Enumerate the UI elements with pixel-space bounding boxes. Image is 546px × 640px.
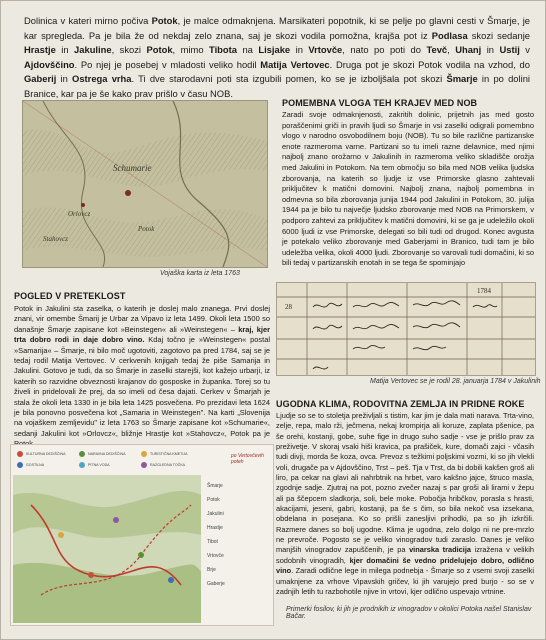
intro-fragment: , mimo — [172, 44, 210, 56]
intro-fragment: na — [236, 44, 259, 56]
intro-fragment: Jakuline — [74, 44, 112, 56]
svg-text:Stahovcz: Stahovcz — [43, 235, 68, 243]
pogled-fragment: Na karti „Slovenija na vojaškem zemljevidu" iz leta 1763 so Šmarje zapisane kot »Schumarie«, sedanji Jakulini kot »Orlovcz«, bližnje Hrastje kot »Stahovcz«, Potok pa je — [14, 408, 270, 438]
map-place-label: Šmarje — [207, 483, 223, 489]
nob-text: Zaradi svoje odmaknjenosti, zakritih dolinic, prijetnih jas med gosto poraščenimi griči in pravih ljudi so Šmarje in vsi zaselki odigrali pomembno vlogo v narodno osvobodilnem boju (NOB). Tu so bile različne partizanske enote razmeroma varne. Partizani so tu imeli razne delavnice, med njimi najbolj znano orožarno v Jakulinih in razmeroma veliko skladišče orožja med Jakulini in Potokom. Na tem območju so bila med NOB velika ljudska zborovanja, na katerih so ljudje iz vse Primorske glasno zahtevali priključitev k matični domovini. Najbolj znana, najbolj pomembna in odmevna so bila zborovanja junija 1944 pod Jakulini in Potokom, 30. julija 1944 pa je bilo tu največje ljudsko zborovanje med NOB na Primorskem, v podporo zahtevi za priključitev k matični domovini, ki se ga je udeležilo okoli 6000 ljudi iz vse Primorske, delegati so bili tudi od drugod. Konec avgusta je potekalo veliko zborovanje med Gaberjami in Branico, tudi tam je bilo udeležba velika, okoli 4000 ljudi. Zborovanje so varovali tudi domačini, ki so bili tedaj v partizanskih enotah in se tega še spominjajo — [282, 110, 534, 268]
map-legend-item: KULTURNA DEDIŠČINA — [17, 451, 65, 457]
intro-fragment: Ajdovščino — [24, 58, 75, 70]
map-top-caption: Vojaška karta iz leta 1763 — [160, 270, 240, 277]
intro-fragment: Ostrega vrha — [72, 73, 132, 85]
intro-fragment: . Po njej je posebej v mladosti veliko hodil — [74, 58, 261, 70]
intro-fragment: , je malce odmaknjena. Marsikateri popotnik, ki se pelje po glavni cesti v Šmarje, je kar spregleda. Pa je bila že od nekdaj zelo znana, saj je skozi vodila pomožna, krajša pot iz — [24, 15, 530, 41]
map-brand: po Vertovčevih poteh — [231, 453, 264, 465]
map-place-label: Tibot — [207, 539, 218, 545]
intro-fragment: Potok — [151, 15, 178, 26]
intro-fragment: in — [56, 73, 73, 85]
intro-fragment: Matija Vertovec — [260, 58, 330, 70]
intro-fragment: Uhanj — [455, 44, 482, 56]
pogled-fragment: Potok in Jakulini sta zaselka, o katerih je doslej malo znanega. Prvi doslej znani, vir omembe Šmarij je Urbar za Vipavo iz leta 1499. Okoli leta 1500 so današnje Šmarje zapisane kot »Beinstegen« ali »Weinstegen« – — [14, 304, 270, 334]
fossil-caption: Primerki fosilov, ki jih je prodnikih iz vinogradov v okolici Potoka našel Stanislav Bačar. — [286, 606, 532, 620]
intro-fragment: Dolinica v kateri mirno počiva — [24, 15, 152, 26]
svg-text:28: 28 — [285, 303, 292, 311]
pogled-title: POGLED V PRETEKLOST — [14, 291, 126, 301]
intro-fragment: in — [55, 44, 75, 56]
intro-fragment: Gaberij — [24, 73, 57, 85]
map-place-label: Brje — [207, 567, 216, 573]
military-map-image — [22, 100, 268, 268]
map-legend-item: RAZGLEDNA TOČKA — [141, 462, 185, 468]
map-legend-item: NARAVNA DEDIŠČINA — [79, 451, 125, 457]
svg-text:Potok: Potok — [138, 225, 155, 233]
map-place-label: Potok — [207, 497, 220, 503]
trail-map — [10, 444, 274, 626]
intro-fragment: v — [519, 44, 530, 56]
klima-title: UGODNA KLIMA, RODOVITNA ZEMLJA IN PRIDNE ROKE — [276, 399, 525, 409]
klima-fragment: . Zaradi odlične lege in milega podnebja - Šmarje so z vsemi svoji zaselki umaknjene za vrhove Vipavskih gričev, ki jih varujejo pred burjo - so se v zadnjih letih tu razbohotile njive in vrtovi, kjer odlično uspevajo vrtnine. — [276, 566, 534, 596]
intro-fragment: , skozi — [111, 44, 147, 56]
legend-dot-icon — [17, 462, 23, 468]
svg-text:Orlovcz: Orlovcz — [68, 210, 91, 218]
intro-fragment: Ustij — [499, 44, 520, 56]
klima-fragment: Ljudje so se to stoletja preživljali s tistim, kar jim je dala mati narava. Trta-vino, zelje, repa, malo rži, ječmena, nekaj krompirja ali koruze, zaplata pšenice, pa še orehi, kostanji, gobe, suhe fige in drugo suho sadje - vse je prišlo prav za preživetje. V skoraj vsaki hiši kravica, pa prašiček, kure, domači zajci - včasih tudi divji, morda še koza, ovca. Prevoz s težkimi poljskimi vozmi, ki so jih vlekli voli, drugače pa v Ajdovščino, Trst – peš. Tja v Trst, da bi dobili kakšen groš ali liro, pa cekar na glavi ali nahrbtnik na hrbet, varo kakšno jajce, štruco masla, zgodnje sadje. Zjutraj na pot, pozno zvečer nazaj s par groši ali lirami v žepu ali pa ščepcem sladkorja, soli, bele moke. Pobočja hribčkov, porasla s hrasti, akacijami, jeseni, gabri, kostanji, pa še s čim, so bila nekoč vsa izsekana, obdelana in posejana. Ko so prišli zanesljivi prihodki, pa so jih izkrčili. Razmere danes so bolj ugodne. Klima je ugodna, zelo dolgo ni ne pre-mrzlo ne prevroče. Pogosto se je veliko vinogradov tudi zaraslo. Danes je veliko manjših vinogradov zapuščenih, je pa — [276, 411, 534, 555]
intro-fragment: Vrtovče — [308, 44, 343, 56]
pogled-fragment: kraj, kjer trta dobro rodi in daje dobro vino. — [14, 324, 271, 345]
legend-dot-icon — [141, 462, 147, 468]
svg-text:Schumarie: Schumarie — [113, 163, 152, 173]
map-place-label: Hrastje — [207, 525, 223, 531]
intro-fragment: skozi sedanje — [467, 29, 530, 41]
intro-fragment: Podlasa — [431, 29, 468, 41]
intro-fragment: in po dolini Branice, kar pa je še kako prav prišlo v času NOB. — [24, 73, 530, 99]
legend-dot-icon — [17, 451, 23, 457]
intro-fragment: , nato po poti do — [342, 44, 427, 56]
nob-title: POMEMBNA VLOGA TEH KRAJEV MED NOB — [282, 98, 478, 108]
intro-paragraph — [24, 14, 530, 102]
map-legend-item: PITNA VODA — [79, 462, 110, 468]
intro-fragment: Tevč — [426, 44, 448, 56]
map-place-label: Gaberje — [207, 581, 225, 587]
intro-fragment: Potok — [146, 44, 173, 56]
baptism-register-image — [276, 282, 536, 376]
klima-text — [276, 411, 534, 597]
ledger-caption: Matija Vertovec se je rodil 28. januarja 1784 v Jakulinih — [370, 378, 541, 385]
map-place-label: Vrtovče — [207, 553, 224, 559]
map-place-label: Jakulini — [207, 511, 224, 517]
pogled-fragment: Gotovo je tudi, da so Šmarje in zaselki starejši, kot kažejo urbarji, iz katerih so razvidne obveznosti krajanov do gosposke in županka. Torej so tu živeli in pridelovali že prej, da so imeli od česa dajati. Cerkev v Šmarjah je stala že okoli leta 1330 in je bila leta 1425 posvečena. Po prezidavi leta 1624 je bila ponovno posvečena kot „Samaria in Weinstegen". — [14, 366, 270, 418]
pogled-fragment: Kdaj točno je »Weinstegen« postal »Samarija« – Šmarje, ni bilo moč ugotoviti, zagotovo pa pred 1784, saj se je tedaj rodil Matija Vertovec. V cerkvenih knjigah tedaj že piše Samarija in Jakulini. — [14, 335, 270, 376]
intro-fragment: Lisjake — [258, 44, 291, 56]
legend-dot-icon — [141, 451, 147, 457]
legend-dot-icon — [79, 462, 85, 468]
svg-text:1784: 1784 — [477, 287, 491, 295]
intro-fragment: . Druga pot je skozi Potok vodila na vzhod, do — [329, 58, 530, 70]
pogled-text — [14, 304, 270, 450]
intro-fragment: . Ti dve starodavni poti sta izgubili pomen, ko se je izboljšala pot skozi — [131, 73, 447, 85]
klima-fragment: izražena v velikih sodobnih vinogradih, — [276, 545, 534, 565]
intro-fragment: , — [447, 44, 456, 56]
map-legend-item: GOSTILNA — [17, 462, 44, 468]
map-legend-item: TURISTIČNA KMETIJA — [141, 451, 188, 457]
legend-dot-icon — [79, 451, 85, 457]
intro-fragment: Hrastje — [24, 44, 56, 56]
intro-fragment: Šmarje — [446, 73, 478, 85]
intro-fragment: Tibota — [209, 44, 237, 56]
intro-fragment: in — [481, 44, 500, 56]
klima-fragment: vinarska tradicija — [409, 545, 472, 555]
intro-fragment: in — [290, 44, 309, 56]
klima-fragment: kjer domačini še vedno pridelujejo dobro, odlično vino — [276, 555, 534, 576]
